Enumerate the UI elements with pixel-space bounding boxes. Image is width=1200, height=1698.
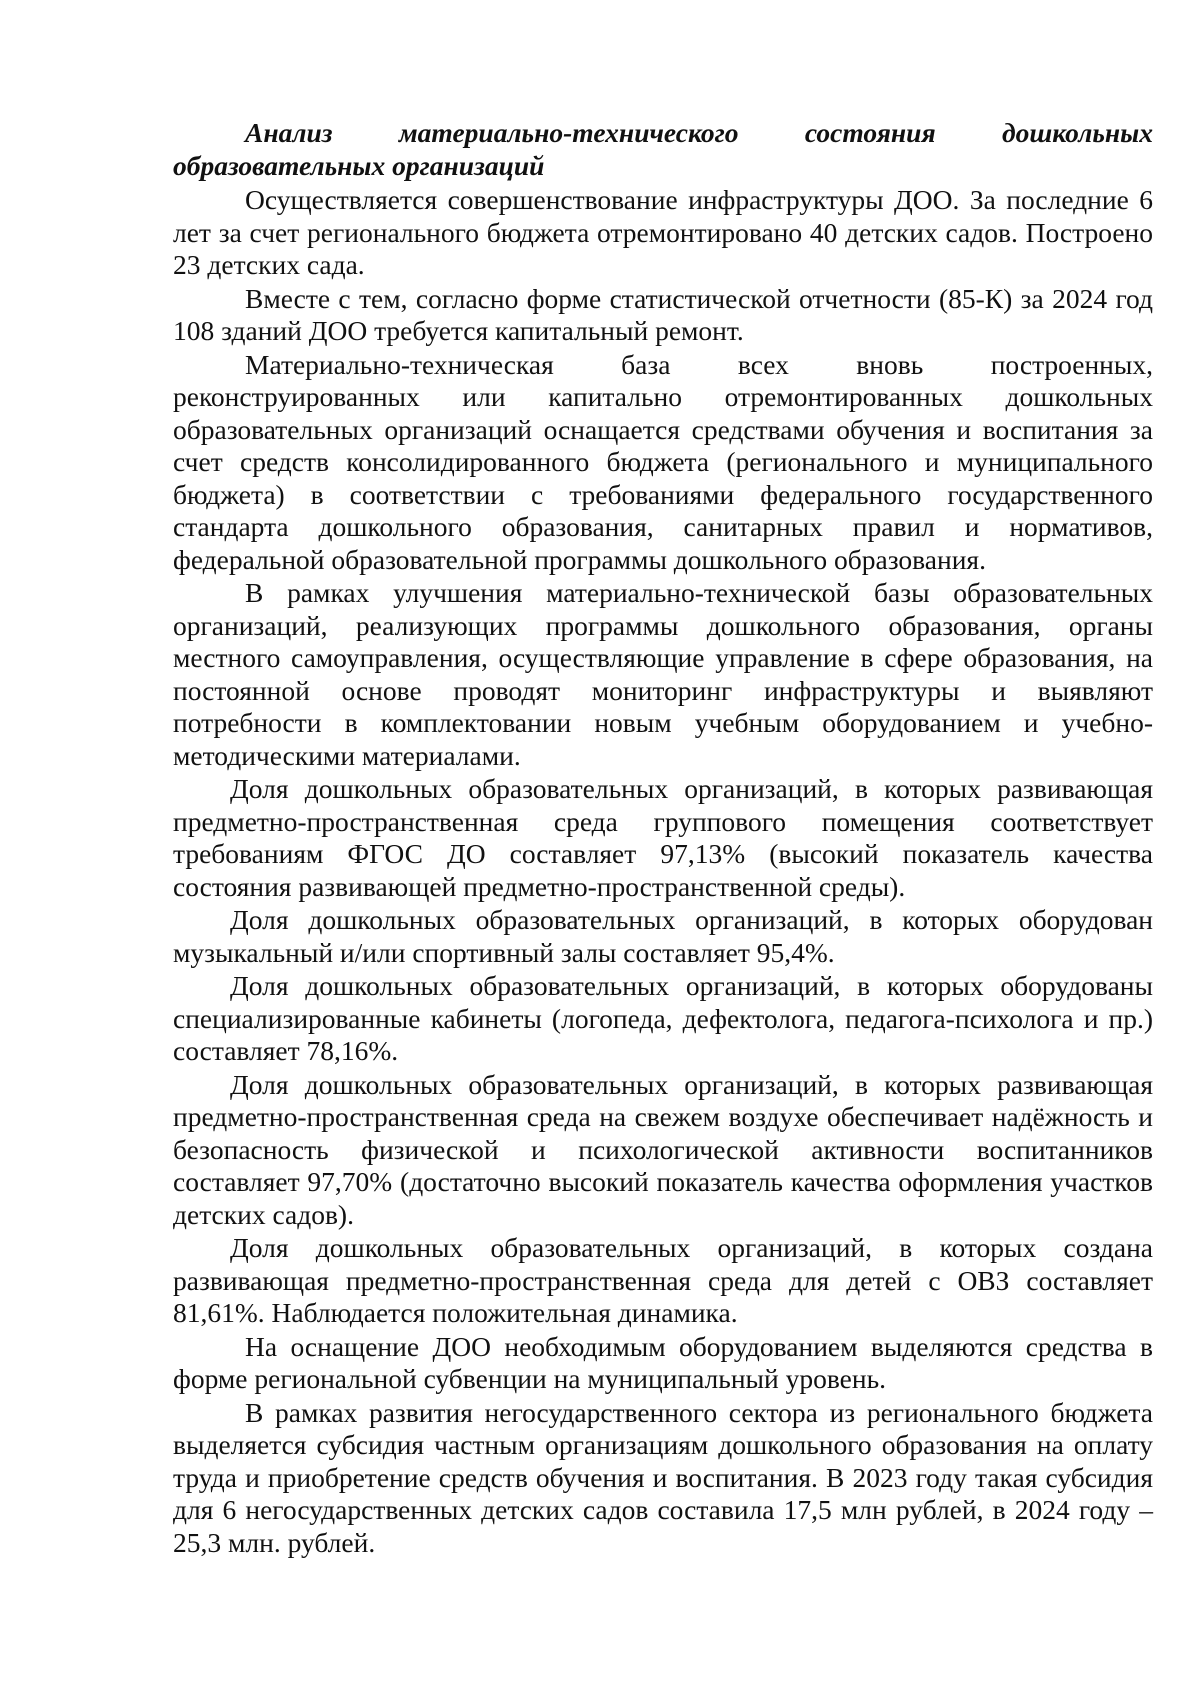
paragraph-capital-repair: Вместе с тем, согласно форме статистической отчетности (85-К) за 2024 год 108 зданий ДОО требуется капитальный ремонт. — [173, 282, 1153, 346]
paragraph-share-halls: Доля дошкольных образовательных организаций, в которых оборудован музыкальный и/или спортивный залы составляет 95,4%. — [173, 904, 1153, 968]
paragraph-share-outdoor: Доля дошкольных образовательных организаций, в которых развивающая предметно-пространственная среда на свежем воздухе обеспечивает надёжность и безопасность физической и психологической активности воспитанников составляет 97,70% (достаточно высокий показатель качества оформления участков детских садов). — [173, 1068, 1153, 1230]
paragraph-monitoring: В рамках улучшения материально-технической базы образовательных организаций, реализующих программы дошкольного образования, органы местного самоуправления, осуществляющие управление в сфере образования, на постоянной основе проводят мониторинг инфраструктуры и выявляют потребности в комплектовании новым учебным оборудованием и учебно-методическими материалами. — [173, 577, 1153, 771]
paragraph-subvention: На оснащение ДОО необходимым оборудованием выделяются средства в форме региональной субвенции на муниципальный уровень. — [173, 1330, 1153, 1394]
paragraph-share-cabinets: Доля дошкольных образовательных организаций, в которых оборудованы специализированные кабинеты (логопеда, дефектолога, педагога-психолога и пр.) составляет 78,16%. — [173, 970, 1153, 1066]
paragraph-infrastructure: Осуществляется совершенствование инфраструктуры ДОО. За последние 6 лет за счет регионального бюджета отремонтировано 40 детских садов. Построено 23 детских сада. — [173, 184, 1153, 280]
paragraph-material-base: Материально-техническая база всех вновь построенных, реконструированных или капитально отремонтированных дошкольных образовательных организаций оснащается средствами обучения и воспитания за счет средств консолидированного бюджета (регионального и муниципального бюджета) в соответствии с требованиями федерального государственного стандарта дошкольного образования, санитарных правил и нормативов, федеральной образовательной программы дошкольного образования. — [173, 348, 1153, 575]
paragraph-share-group-environment: Доля дошкольных образовательных организаций, в которых развивающая предметно-пространственная среда группового помещения соответствует требованиям ФГОС ДО составляет 97,13% (высокий показатель качества состояния развивающей предметно-пространственной среды). — [173, 773, 1153, 902]
paragraph-share-ovz: Доля дошкольных образовательных организаций, в которых создана развивающая предметно-пространственная среда для детей с ОВЗ составляет 81,61%. Наблюдается положительная динамика. — [173, 1232, 1153, 1328]
document-title: Анализ материально-технического состояния дошкольных образовательных организаций — [173, 117, 1153, 181]
paragraph-private-subsidy: В рамках развития негосударственного сектора из регионального бюджета выделяется субсидия частным организациям дошкольного образования на оплату труда и приобретение средств обучения и воспитания. В 2023 году такая субсидия для 6 негосударственных детских садов составила 17,5 млн рублей, в 2024 году – 25,3 млн. рублей. — [173, 1396, 1153, 1558]
